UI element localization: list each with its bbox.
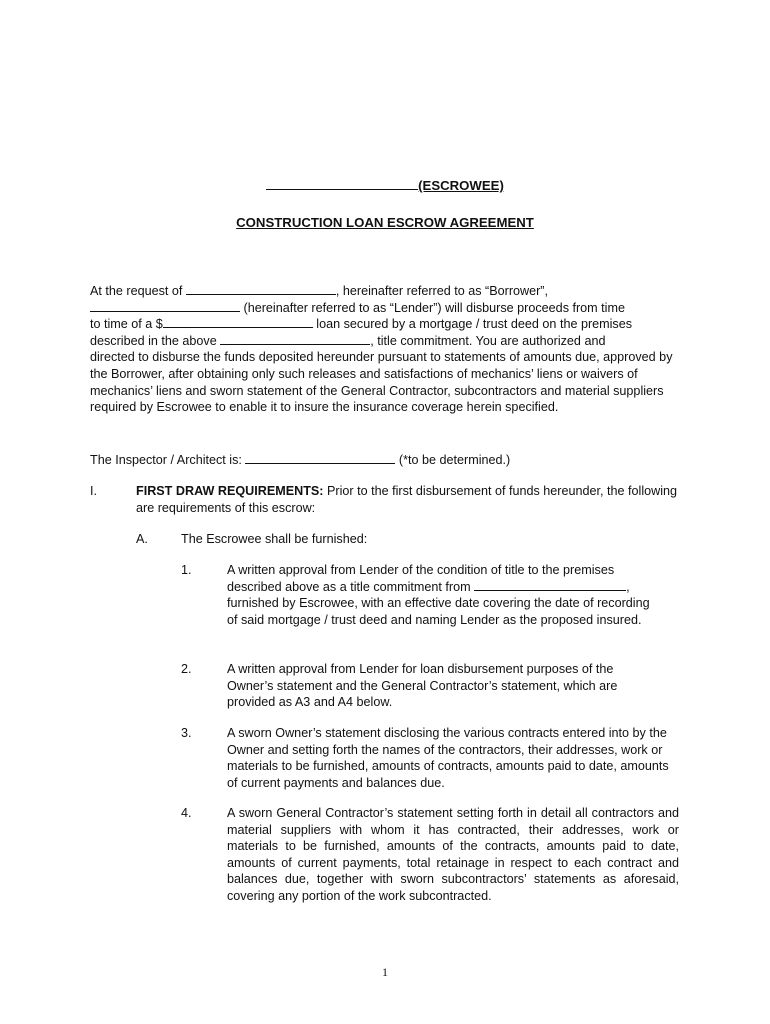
- section-first-draw: [136, 483, 678, 516]
- section-marker: I.: [90, 484, 97, 498]
- intro-text: At the request of: [90, 284, 186, 298]
- document-title: CONSTRUCTION LOAN ESCROW AGREEMENT: [236, 215, 534, 230]
- lender-blank: [90, 300, 240, 312]
- loan-amount-blank: [163, 316, 313, 328]
- intro-text: described in the above: [90, 333, 221, 348]
- inspector-blank: [245, 452, 395, 464]
- list-item: A written approval from Lender for loan disbursement purposes of the Owner’s statement and the General Contractor’s statement, which are provided as A3 and A4 below.: [227, 662, 618, 710]
- intro-paragraph: [90, 283, 678, 416]
- list-item: A sworn Owner’s statement disclosing the various contracts entered into by the Owner and setting forth the names of the contractors, their addresses, work or materials to be furnished, amounts of contracts, amounts paid to date, amounts of current payments and balances due.: [227, 726, 669, 790]
- title-commitment-blank: [474, 579, 626, 591]
- intro-text: (hereinafter referred to as “Lender”) will disburse proceeds from time: [240, 300, 625, 315]
- list-item: A sworn General Contractor’s statement setting forth in detail all contractors and material suppliers with whom it has contracted, their addresses, work or materials to be furnished, amounts of the contracts, amounts paid to date, amounts of current payments, total retainage in respect to each contract and balances due, together with sworn subcontractors’ statements as aforesaid, covering any portion of the work subcontracted.: [227, 806, 679, 903]
- title-company-blank: [220, 333, 370, 345]
- intro-rest: directed to disburse the funds deposited hereunder pursuant to statements of amounts due, approved by the Borrower, after obtaining only such releases and satisfactions of mechanics’ liens or waivers of mechanics’ liens and sworn statement of the General Contractor, subcontractors and material suppliers required by Escrowee to enable it to insure the insurance coverage herein specified.: [90, 350, 673, 415]
- section-text: Prior to the first disbursement of funds hereunder, the following are requirements of this escrow:: [136, 484, 678, 515]
- inspector-label: The Inspector / Architect is:: [90, 453, 246, 467]
- list-item: [227, 562, 657, 628]
- inspector-note: (*to be determined.): [395, 453, 511, 467]
- item-text: A written approval from Lender of the condition of title to the premises: [227, 563, 615, 577]
- escrowee-heading: [0, 178, 770, 195]
- escrowee-blank: [266, 178, 418, 190]
- section-heading: FIRST DRAW REQUIREMENTS:: [136, 484, 324, 498]
- item-text: described above as a title commitment from: [227, 579, 475, 594]
- subsection-marker: A.: [136, 532, 148, 546]
- intro-text: loan secured by a mortgage / trust deed on the premises: [312, 317, 633, 332]
- borrower-blank: [186, 283, 336, 295]
- item-number: 1.: [181, 563, 192, 577]
- item-text: furnished by Escrowee, with an effective date covering the date of recording of said mortgage / trust deed and naming Lender as the proposed insured.: [227, 596, 650, 627]
- escrowee-label: (ESCROWEE): [418, 178, 504, 193]
- intro-text: , title commitment. You are authorized and: [370, 333, 606, 348]
- item-number: 2.: [181, 662, 192, 676]
- intro-text: , hereinafter referred to as “Borrower”,: [335, 284, 548, 298]
- page-number: 1: [382, 965, 388, 979]
- subsection-text: The Escrowee shall be furnished:: [181, 532, 368, 546]
- inspector-line: [90, 452, 678, 469]
- item-text: ,: [626, 579, 630, 594]
- intro-text: to time of a $: [90, 317, 163, 332]
- item-number: 4.: [181, 806, 192, 820]
- item-number: 3.: [181, 726, 192, 740]
